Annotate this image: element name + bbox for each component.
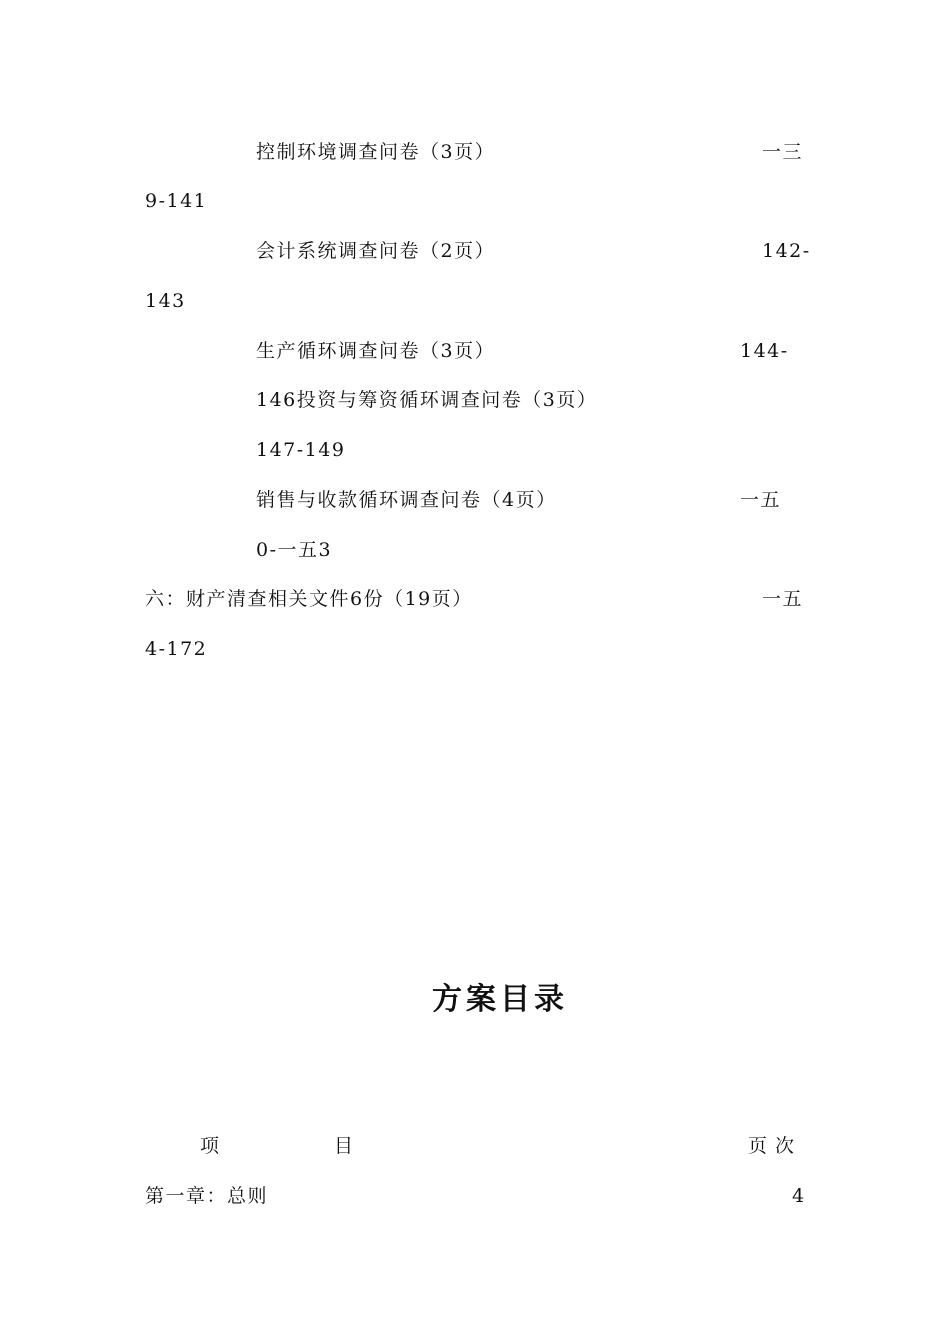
column-header-page: 页次 xyxy=(748,1135,803,1157)
toc-entry-text: 六：财产清查相关文件6份（19页） xyxy=(145,588,473,610)
toc-entry-page: 一五 xyxy=(740,489,782,511)
toc-entry-page: 144- xyxy=(740,340,789,362)
toc-entry-text: 销售与收款循环调查问卷（4页） xyxy=(256,489,557,511)
toc-entry-page-continued: 147-149 xyxy=(256,439,346,461)
toc-entry-text: 控制环境调查问卷（3页） xyxy=(256,141,496,163)
toc-entry-page: 142- xyxy=(762,240,811,262)
toc-entry-text: 会计系统调查问卷（2页） xyxy=(256,240,496,262)
toc-entry-page-continued: 9-141 xyxy=(145,190,208,212)
toc-entry-text: 第一章：总则 xyxy=(145,1185,269,1207)
toc-entry-text: 146投资与筹资循环调查问卷（3页） xyxy=(256,389,598,411)
toc-entry-page: 4 xyxy=(792,1185,806,1207)
toc-entry-page-continued: 0-一五3 xyxy=(256,539,333,561)
column-header-item: 项 xyxy=(200,1135,221,1157)
toc-entry-page-continued: 4-172 xyxy=(145,638,208,660)
toc-entry-page: 一五 xyxy=(762,588,804,610)
column-header-item-2: 目 xyxy=(334,1135,355,1157)
toc-entry-text: 生产循环调查问卷（3页） xyxy=(256,340,496,362)
toc-entry-page: 一三 xyxy=(762,141,804,163)
toc-entry-page-continued: 143 xyxy=(145,290,186,312)
page-title: 方案目录 xyxy=(432,982,568,1017)
